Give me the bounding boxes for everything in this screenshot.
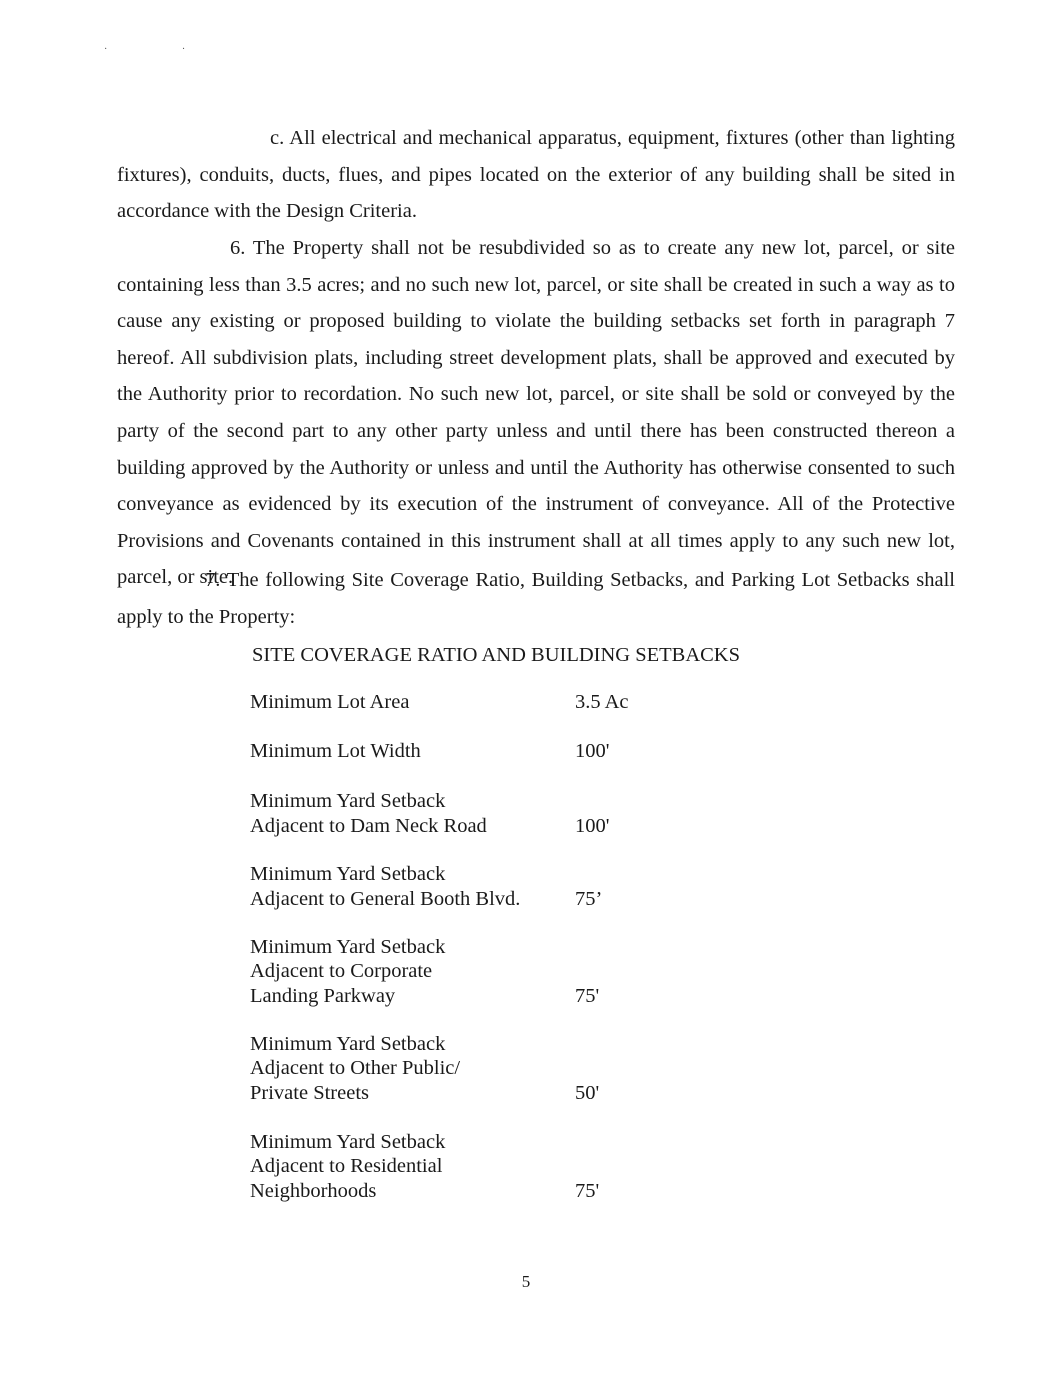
paragraph-6 [117, 230, 955, 596]
table-title: SITE COVERAGE RATIO AND BUILDING SETBACKS [252, 644, 741, 666]
setback-row [250, 737, 710, 763]
setback-label: Minimum Lot Width [250, 739, 421, 762]
setback-row [250, 688, 710, 714]
setback-value: 100' [575, 739, 610, 762]
setback-row [250, 860, 710, 911]
setback-label: Minimum Yard Setback Adjacent to Residential Neighborhoods [250, 1130, 446, 1202]
setback-label: Minimum Lot Area [250, 690, 410, 713]
setback-row [250, 787, 710, 838]
setback-value: 50' [575, 1081, 600, 1104]
setback-label: Minimum Yard Setback Adjacent to Dam Neck Road [250, 790, 487, 837]
page-number: 5 [521, 1272, 531, 1291]
paragraph-5c-text: c. All electrical and mechanical apparatus, equipment, fixtures (other than lighting fixtures), conduits, ducts, flues, and pipes located on the exterior of any building shall be sited in accordance with the Design Criteria. [117, 127, 955, 223]
paragraph-5c [117, 120, 955, 230]
setback-row [250, 1128, 710, 1203]
setback-value: 75' [575, 984, 600, 1007]
setback-row [250, 1030, 710, 1105]
setback-label: Minimum Yard Setback Adjacent to General Booth Blvd. [250, 863, 521, 910]
setback-label: Minimum Yard Setback Adjacent to Corporate Landing Parkway [250, 935, 446, 1007]
paragraph-6-text: 6. The Property shall not be resubdivided so as to create any new lot, parcel, or site containing less than 3.5 acres; and no such new lot, parcel, or site shall be created in such a way as to cause any existing or proposed building to violate the building setbacks set forth in paragraph 7 hereof. All subdivision plats, including street development plats, shall be approved and executed by the Authority prior to recordation. No such new lot, parcel, or site shall be sold or conveyed by the party of the second part to any other party unless and until there has been constructed thereon a building approved by the Authority or unless and until the Authority has otherwise consented to such conveyance as evidenced by its execution of the instrument of conveyance. All of the Protective Provisions and Covenants contained in this instrument shall at all times apply to any such new lot, parcel, or site. [117, 237, 955, 589]
setback-value: 3.5 Ac [575, 690, 629, 713]
setback-value: 75' [575, 1179, 600, 1202]
paragraph-7-text: 7. The following Site Coverage Ratio, Building Setbacks, and Parking Lot Setbacks shall apply to the Property: [117, 569, 955, 628]
setback-row [250, 933, 710, 1008]
paragraph-7 [117, 562, 955, 635]
setback-label: Minimum Yard Setback Adjacent to Other Public/ Private Streets [250, 1032, 461, 1104]
setback-value: 100' [575, 814, 610, 837]
setback-value: 75’ [575, 887, 603, 910]
scan-specks: · · [104, 44, 222, 55]
